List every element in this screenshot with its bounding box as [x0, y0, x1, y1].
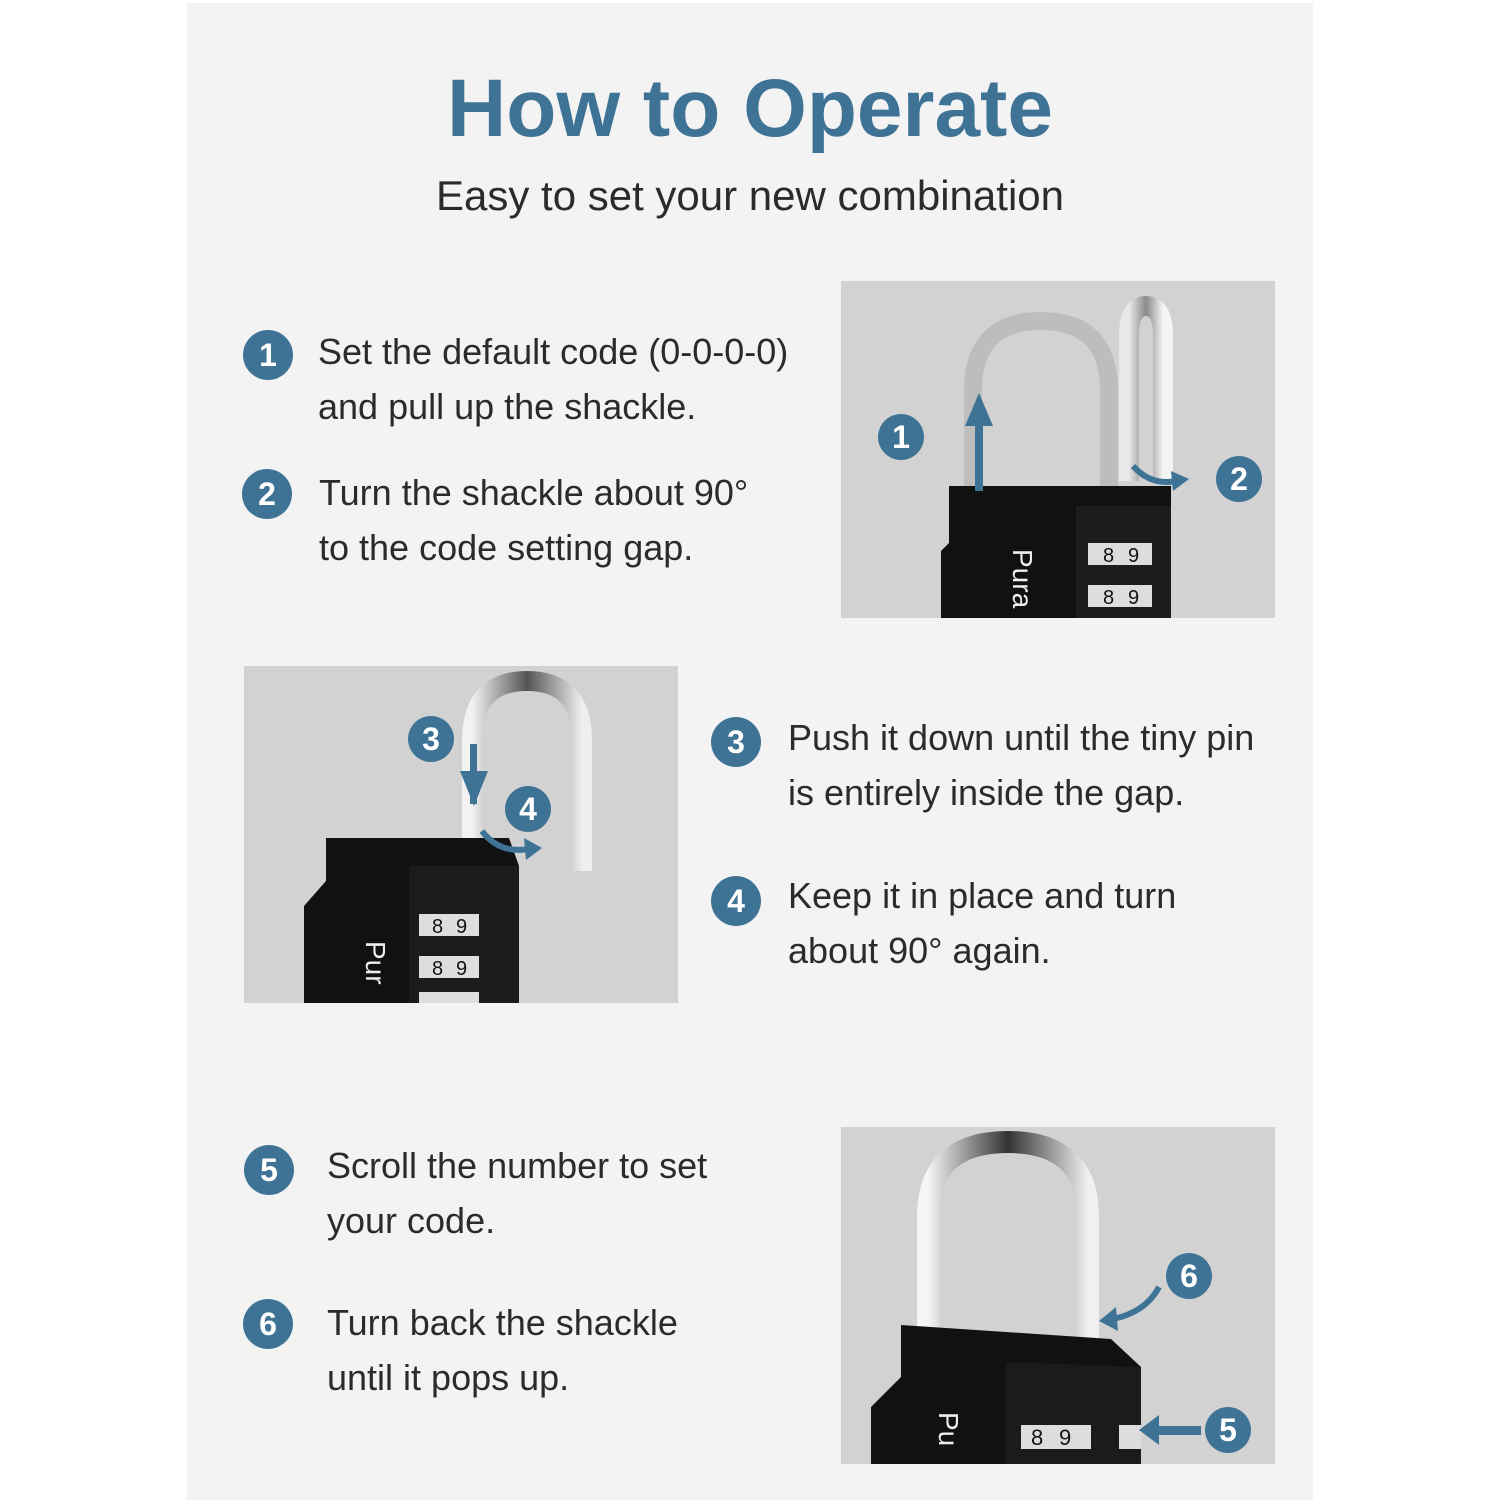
step-3-line1: Push it down until the tiny pin	[788, 717, 1255, 758]
svg-text:8: 8	[1031, 1425, 1044, 1450]
page-subtitle: Easy to set your new combination	[436, 172, 1064, 219]
step-5-line2: your code.	[327, 1200, 496, 1241]
padlock-photo-steps-1-2	[841, 281, 1275, 618]
photo-badge-3: 3	[408, 716, 454, 762]
svg-text:9: 9	[1059, 1425, 1072, 1450]
step-4-line2: about 90° again.	[788, 930, 1051, 971]
padlock-illustration-icon	[841, 1127, 1275, 1464]
photo-badge-4: 4	[505, 786, 551, 832]
step-5-line1: Scroll the number to set	[327, 1145, 708, 1186]
padlock-photo-steps-3-4	[244, 666, 678, 1003]
step-6-line2: until it pops up.	[327, 1357, 570, 1398]
step-2-line1: Turn the shackle about 90°	[319, 472, 749, 513]
svg-text:9: 9	[456, 916, 468, 938]
padlock-photo-steps-5-6	[841, 1127, 1275, 1464]
padlock-illustration-icon	[244, 666, 678, 1003]
photo-badge-5: 5	[1205, 1407, 1251, 1453]
photo-badge-6: 6	[1166, 1253, 1212, 1299]
step-4-text	[788, 868, 1176, 978]
svg-text:8: 8	[432, 958, 444, 980]
svg-text:Pura: Pura	[1007, 549, 1038, 609]
step-3-text	[788, 710, 1254, 820]
step-6-badge: 6	[243, 1299, 293, 1349]
svg-text:9: 9	[1128, 545, 1140, 567]
step-2-text	[319, 465, 748, 575]
step-1-line1: Set the default code (0-0-0-0)	[318, 331, 789, 372]
svg-text:Pu: Pu	[933, 1412, 964, 1447]
photo-badge-2: 2	[1216, 456, 1262, 502]
step-1-badge: 1	[243, 330, 293, 380]
step-1-text	[318, 324, 788, 434]
step-3-line2: is entirely inside the gap.	[788, 772, 1185, 813]
svg-text:9: 9	[456, 958, 468, 980]
svg-text:8: 8	[432, 916, 444, 938]
svg-text:Pur: Pur	[360, 941, 391, 985]
step-6-text	[327, 1295, 678, 1405]
svg-text:8: 8	[1103, 587, 1115, 609]
step-6-line1: Turn back the shackle	[327, 1302, 678, 1343]
photo-badge-1: 1	[878, 414, 924, 460]
step-2-badge: 2	[242, 469, 292, 519]
step-5-text	[327, 1138, 707, 1248]
step-4-badge: 4	[711, 876, 761, 926]
step-5-badge: 5	[244, 1145, 294, 1195]
step-1-line2: and pull up the shackle.	[318, 386, 697, 427]
svg-text:8: 8	[1103, 545, 1115, 567]
page-title: How to Operate	[447, 63, 1053, 154]
svg-text:9: 9	[1128, 587, 1140, 609]
step-4-line1: Keep it in place and turn	[788, 875, 1177, 916]
step-3-badge: 3	[711, 717, 761, 767]
step-2-line2: to the code setting gap.	[319, 527, 694, 568]
